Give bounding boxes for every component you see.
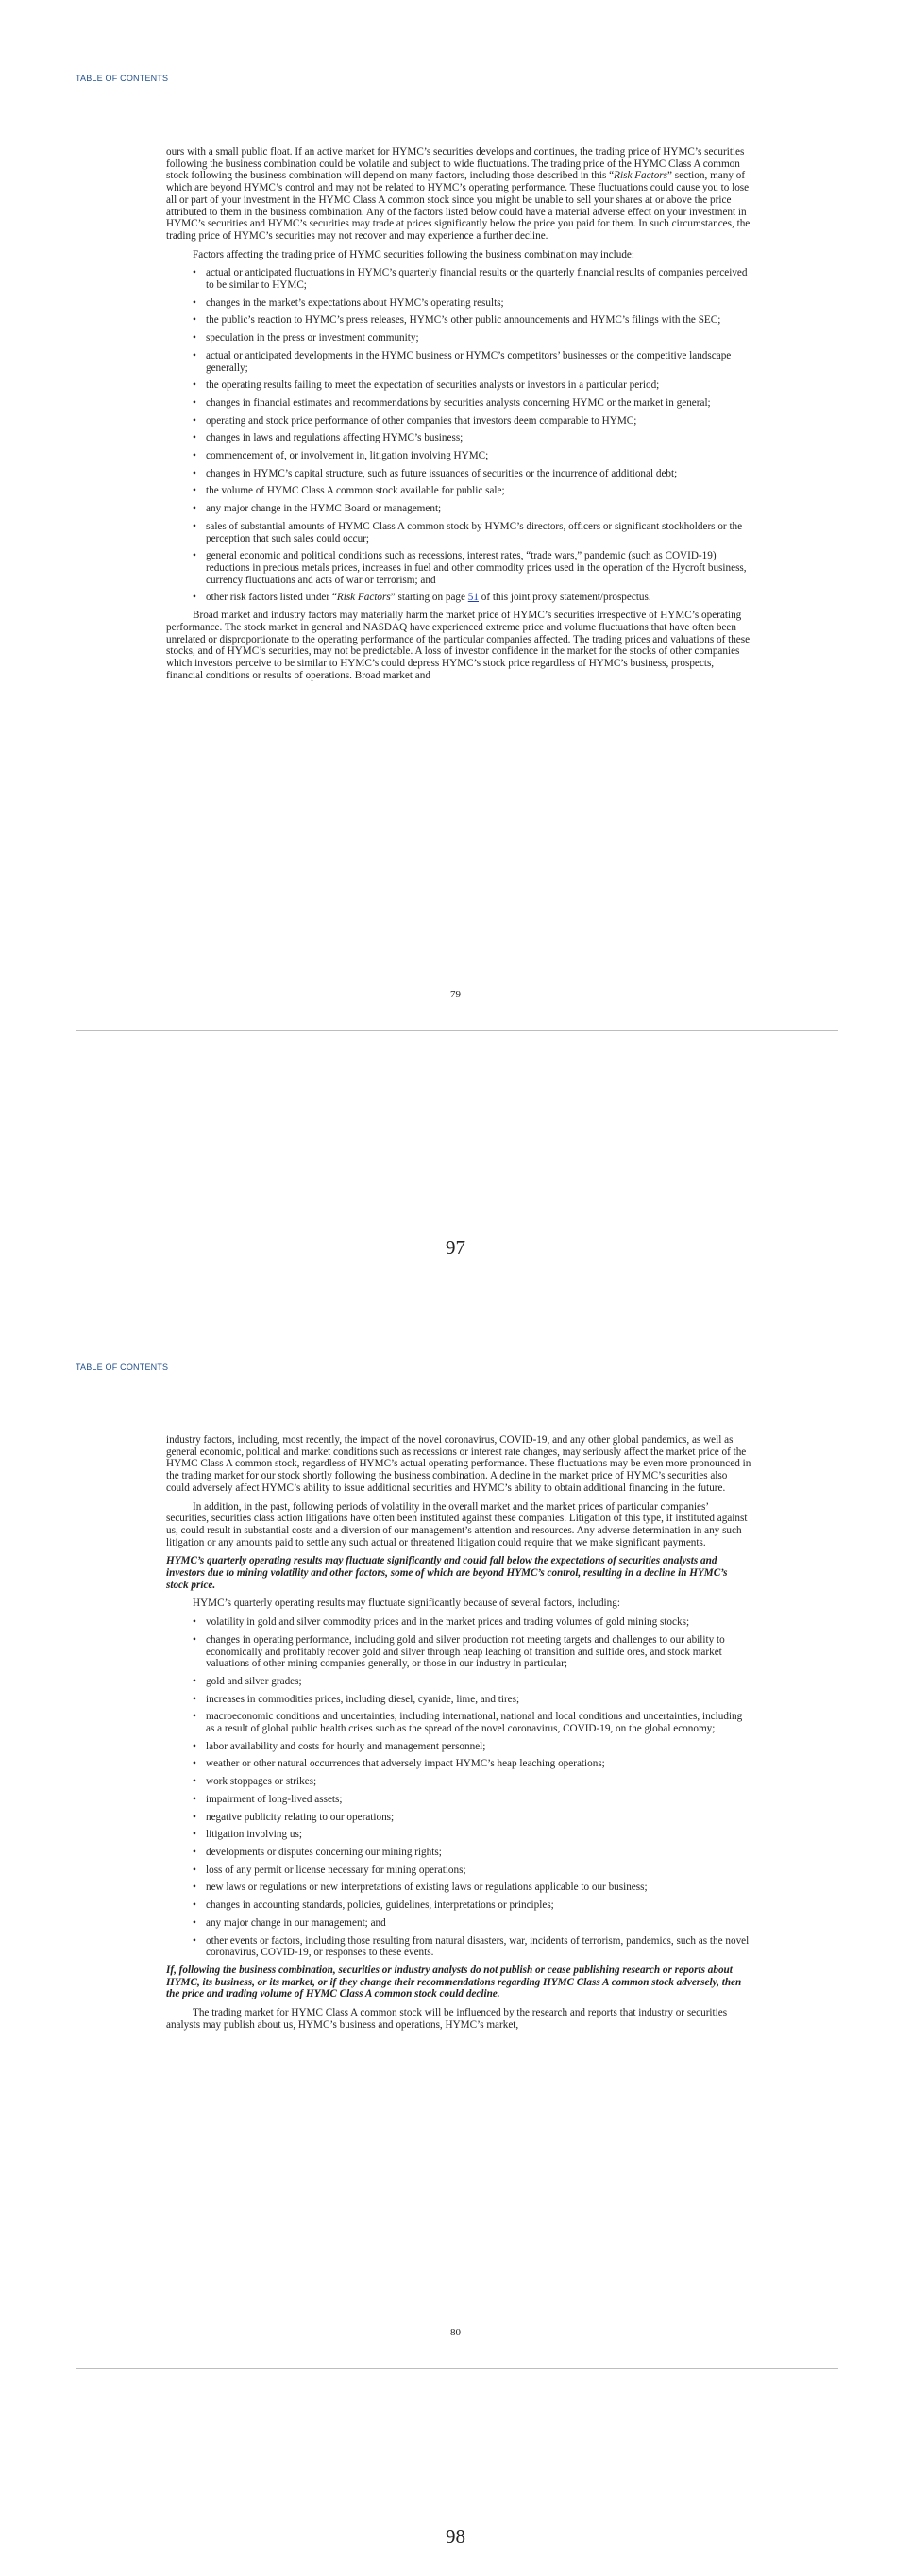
list-item: • sales of substantial amounts of HYMC Class A common stock by HYMC’s directors, officers or significant stockholders or the perception that such sales could occur; <box>193 521 751 544</box>
paragraph: Broad market and industry factors may materially harm the market price of HYMC’s securities irrespective of HYMC’s operating performance. The stock market in general and NASDAQ have experienced extreme price and volume fluctuations that have often been unrelated or disproportionate to the operating performance of the particular companies affected. The trading prices and valuations of these stocks, and of HYMC’s securities, may not be predictable. A loss of investor confidence in the market for the stocks of other companies which investors perceive to be similar to HYMC’s could depress HYMC’s stock price regardless of HYMC’s business, prospects, financial conditions or results of operations. Broad market and <box>166 610 751 681</box>
paragraph: In addition, in the past, following periods of volatility in the overall market and the market prices of particular companies’ securities, securities class action litigations have often been instituted against these companies. Litigation of this type, if instituted against us, could result in substantial costs and a diversion of our management’s attention and resources. Any adverse determination in any such litigation or any amounts paid to settle any such actual or threatened litigation could require that we make significant payments. <box>166 1500 748 1548</box>
list-item: • new laws or regulations or new interpretations of existing laws or regulations applicable to our business; <box>193 1882 751 1894</box>
list-item: • negative publicity relating to our operations; <box>193 1812 751 1824</box>
paragraph: Factors affecting the trading price of HYMC securities following the business combination may include: <box>193 248 635 260</box>
list-item: • the public’s reaction to HYMC’s press releases, HYMC’s other public announcements and HYMC’s filings with the SEC; <box>193 314 751 326</box>
page-51-link[interactable]: 51 <box>467 592 479 604</box>
list-item: • actual or anticipated fluctuations in HYMC’s quarterly financial results or the quarterly financial results of companies perceived to be similar to HYMC; <box>193 267 751 291</box>
list-item: • other risk factors listed under “Risk Factors” starting on page 51 of this joint proxy statement/prospectus. <box>193 592 751 604</box>
list-item: • commencement of, or involvement in, litigation involving HYMC; <box>193 450 751 462</box>
page-divider <box>76 2368 838 2369</box>
list-item: • changes in financial estimates and recommendations by securities analysts concerning HYMC or the market in general; <box>193 397 751 410</box>
page-divider <box>76 1030 838 1031</box>
list-item: • changes in operating performance, including gold and silver production not meeting targets and challenges to our ability to economically and profitably recover gold and silver through heap leaching of transition and sulfide ores, and stock market valuations of other mining companies generally, or those in our industry in particular; <box>193 1634 751 1670</box>
page-number: 79 <box>450 989 461 1000</box>
paragraph: ours with a small public float. If an active market for HYMC’s securities develops and continues, the trading price of HYMC’s securities following the business combination could be volatile and subject to wide fluctuations. The trading price of the HYMC Class A common stock following the business combination will depend on many factors, including those described in this “Risk Factors” section, many of which are beyond HYMC’s control and may not be related to HYMC’s operating performance. These fluctuations could cause you to lose all or part of your investment in the HYMC Class A common stock since you might be unable to sell your shares at or above the price attributed to them in the business combination. Any of the factors listed below could have a material adverse effect on your investment in HYMC’s securities and HYMC’s securities may trade at prices significantly below the price you paid for them. In such circumstances, the trading price of HYMC’s securities may not recover and may experience a further decline. <box>166 146 751 242</box>
page-number: 80 <box>450 2327 461 2338</box>
list-item: • any major change in our management; and <box>193 1917 751 1930</box>
list-item: • weather or other natural occurrences that adversely impact HYMC’s heap leaching operations; <box>193 1758 751 1770</box>
list-item: • developments or disputes concerning our mining rights; <box>193 1847 751 1859</box>
list-item: • changes in laws and regulations affecting HYMC’s business; <box>193 432 751 444</box>
list-item: • changes in HYMC’s capital structure, such as future issuances of securities or the incurrence of additional debt; <box>193 468 751 480</box>
list-item: • changes in the market’s expectations about HYMC’s operating results; <box>193 297 751 309</box>
list-item: • operating and stock price performance of other companies that investors deem comparable to HYMC; <box>193 415 751 427</box>
list-item: • labor availability and costs for hourly and management personnel; <box>193 1741 751 1753</box>
list-item: • other events or factors, including those resulting from natural disasters, war, incidents of terrorism, pandemics, such as the novel coronavirus, COVID-19, or responses to these events. <box>193 1935 751 1959</box>
trading-price-factors-list <box>166 267 751 604</box>
page-80-body <box>166 1434 751 2037</box>
list-item: • volatility in gold and silver commodity prices and in the market prices and trading volumes of gold mining stocks; <box>193 1616 751 1629</box>
list-item: • litigation involving us; <box>193 1829 751 1841</box>
table-of-contents-link[interactable]: TABLE OF CONTENTS <box>76 74 169 83</box>
list-item: • increases in commodities prices, including diesel, cyanide, lime, and tires; <box>193 1694 751 1706</box>
paragraph: The trading market for HYMC Class A common stock will be influenced by the research and reports that industry or securities analysts may publish about us, HYMC’s business and operations, HYMC’s market, <box>166 2007 728 2031</box>
list-item: • the volume of HYMC Class A common stock available for public sale; <box>193 485 751 497</box>
list-item: • impairment of long-lived assets; <box>193 1794 751 1806</box>
list-item: • the operating results failing to meet the expectation of securities analysts or investors in a particular period; <box>193 379 751 392</box>
paragraph: HYMC’s quarterly operating results may fluctuate significantly because of several factors, including: <box>193 1597 620 1610</box>
list-item: • gold and silver grades; <box>193 1676 751 1688</box>
list-item: • general economic and political conditions such as recessions, interest rates, “trade wars,” pandemic (such as COVID-19) reductions in precious metals prices, increases in fuel and other commodity prices used in the operation of the Hycroft business, currency fluctuations and acts of war or terrorism; and <box>193 550 751 586</box>
operating-results-factors-list <box>166 1616 751 1959</box>
risk-heading: If, following the business combination, securities or industry analysts do not publish or cease publishing research or reports about HYMC, its business, or its market, or if they change their recommendations regarding HYMC Class A common stock adversely, then the price and trading volume of HYMC Class A common stock could decline. <box>166 1964 742 2000</box>
table-of-contents-link[interactable]: TABLE OF CONTENTS <box>76 1363 169 1372</box>
paragraph: industry factors, including, most recently, the impact of the novel coronavirus, COVID-19, and any other global pandemics, as well as general economic, political and market conditions such as recessions or interest rate changes, may seriously affect the market price of the HYMC Class A common stock, regardless of HYMC’s actual operating performance. These fluctuations may be even more pronounced in the trading market for our stock shortly following the business combination. A decline in the market price of HYMC’s securities also could adversely affect HYMC’s ability to issue additional securities and HYMC’s ability to obtain additional financing in the future. <box>166 1434 751 1494</box>
list-item: • speculation in the press or investment community; <box>193 332 751 344</box>
list-item: • work stoppages or strikes; <box>193 1776 751 1788</box>
risk-heading: HYMC’s quarterly operating results may fluctuate significantly and could fall below the expectations of securities analysts and investors due to mining volatility and other factors, some of which are beyond HYMC’s control, resulting in a decline in HYMC’s stock price. <box>166 1555 728 1591</box>
pdf-page-number: 97 <box>446 1236 465 1259</box>
list-item: • actual or anticipated developments in the HYMC business or HYMC’s competitors’ businesses or the competitive landscape generally; <box>193 350 751 374</box>
list-item: • changes in accounting standards, policies, guidelines, interpretations or principles; <box>193 1899 751 1912</box>
list-item: • macroeconomic conditions and uncertainties, including international, national and local conditions and uncertainties, including as a result of global public health crises such as the spread of the novel coronavirus, COVID-19, on the global economy; <box>193 1711 751 1734</box>
pdf-page-number: 98 <box>446 2525 465 2548</box>
list-item: • loss of any permit or license necessary for mining operations; <box>193 1865 751 1877</box>
list-item: • any major change in the HYMC Board or management; <box>193 503 751 515</box>
page-79-body <box>166 146 751 688</box>
